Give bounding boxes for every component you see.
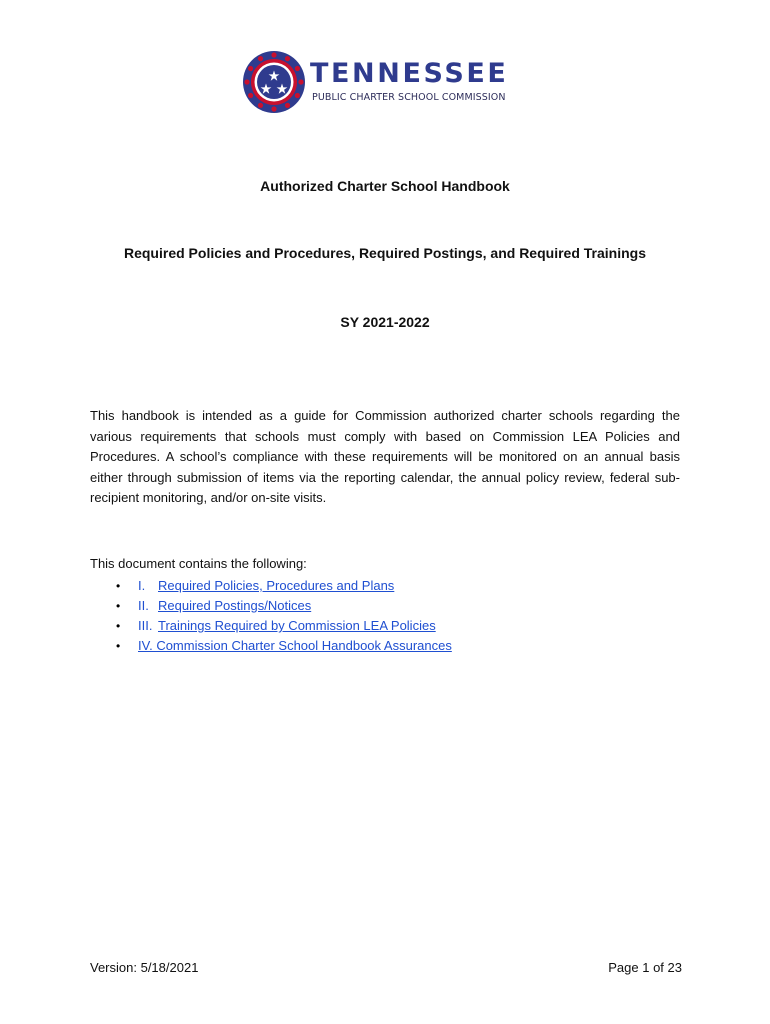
toc-label: IV. Commission Charter School Handbook Assurances bbox=[138, 638, 452, 653]
toc-label: Trainings Required by Commission LEA Policies bbox=[158, 618, 436, 633]
intro-paragraph: This handbook is intended as a guide for Commission authorized charter schools regarding the various requirements that schools must comply with based on Commission LEA Policies and Procedures. A school’s compliance with these requirements will be monitored on an annual basis either through submission of items via the reporting calendar, the annual policy review, federal sub-recipient monitoring, and/or on-site visits. bbox=[90, 408, 680, 505]
contents-intro: This document contains the following: bbox=[90, 556, 307, 571]
logo-subtitle: PUBLIC CHARTER SCHOOL COMMISSION bbox=[312, 92, 506, 103]
version-label: Version: 5/18/2021 bbox=[90, 960, 199, 975]
bullet-icon: • bbox=[116, 599, 121, 613]
school-year: SY 2021-2022 bbox=[340, 314, 430, 330]
toc-number: III. bbox=[138, 618, 153, 633]
toc-item bbox=[116, 576, 452, 596]
toc-link-assurances[interactable] bbox=[138, 638, 452, 653]
bullet-icon: • bbox=[116, 639, 121, 653]
toc-item bbox=[116, 596, 452, 616]
tennessee-seal-icon bbox=[242, 50, 306, 114]
toc-number: I. bbox=[138, 578, 146, 593]
document-title: Authorized Charter School Handbook bbox=[260, 178, 510, 194]
table-of-contents bbox=[116, 576, 452, 656]
logo-wordmark: TENNESSEE bbox=[310, 58, 509, 89]
toc-label: Required Policies, Procedures and Plans bbox=[158, 578, 395, 593]
document-subtitle: Required Policies and Procedures, Required Postings, and Required Trainings bbox=[123, 245, 646, 261]
bullet-icon: • bbox=[116, 579, 121, 593]
toc-number: II. bbox=[138, 598, 149, 613]
commission-logo bbox=[242, 50, 532, 114]
toc-link-policies[interactable] bbox=[138, 578, 394, 593]
toc-link-postings[interactable] bbox=[138, 598, 311, 613]
toc-item bbox=[116, 616, 452, 636]
toc-item bbox=[116, 636, 452, 656]
bullet-icon: • bbox=[116, 619, 121, 633]
toc-link-trainings[interactable] bbox=[138, 618, 436, 633]
page-number: Page 1 of 23 bbox=[608, 960, 682, 975]
toc-label: Required Postings/Notices bbox=[158, 598, 312, 613]
